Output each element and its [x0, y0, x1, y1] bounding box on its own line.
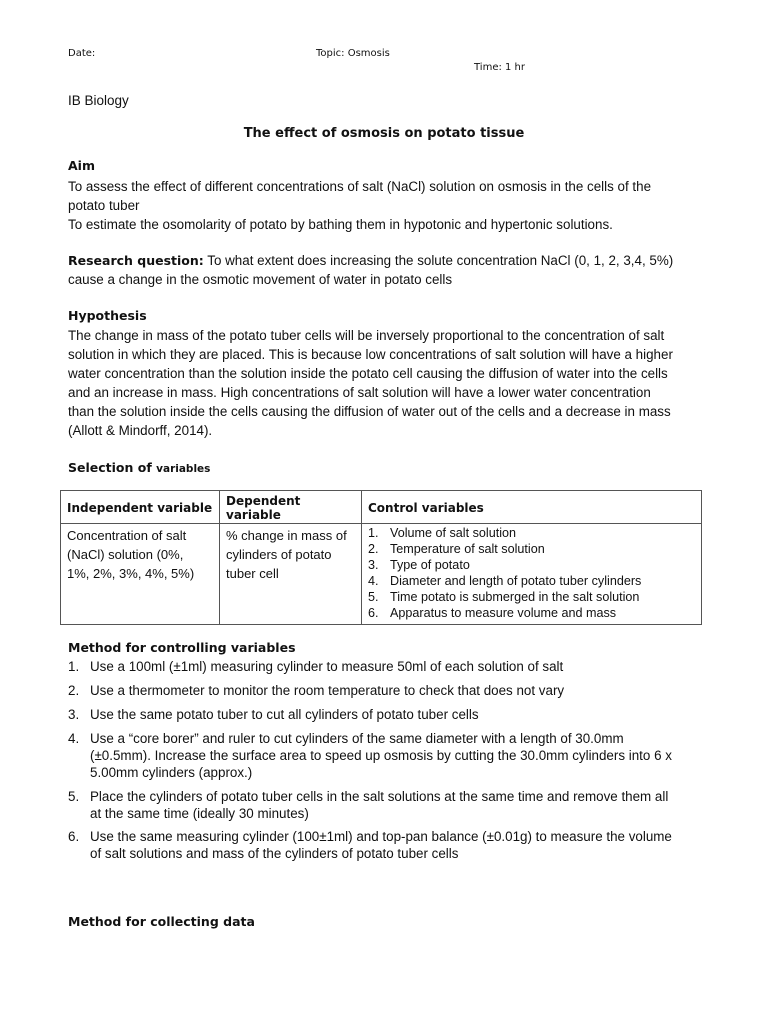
list-item [68, 828, 728, 862]
list-number: 5. [68, 789, 80, 804]
hypothesis-line: The change in mass of the potato tuber cells will be inversely proportional to the concentration of salt [68, 328, 665, 343]
cell-line: % change in mass of [226, 528, 347, 543]
selection-heading-rest: variables [156, 463, 211, 475]
list-number: 1. [68, 659, 80, 674]
method-controlling-heading: Method for controlling variables [68, 640, 296, 655]
list-text: Temperature of salt solution [390, 542, 545, 556]
list-number: 4. [368, 574, 379, 588]
table-header-cell: Control variables [362, 491, 702, 524]
aim-heading: Aim [68, 158, 95, 173]
list-item [368, 541, 696, 557]
list-number: 3. [68, 707, 80, 722]
list-item [68, 788, 728, 822]
cell-line: Concentration of salt [67, 528, 187, 543]
list-text: Diameter and length of potato tuber cylinders [390, 574, 642, 588]
list-item [68, 730, 728, 781]
course-name: IB Biology [68, 93, 129, 108]
hypothesis-heading: Hypothesis [68, 308, 147, 323]
aim-line: potato tuber [68, 198, 140, 213]
variables-table [60, 490, 702, 625]
hypothesis-text [68, 326, 758, 440]
list-number: 3. [368, 558, 379, 572]
list-text: Place the cylinders of potato tuber cells in the salt solutions at the same time and remove them all [90, 789, 669, 804]
table-header-cell: Dependent variable [220, 491, 362, 524]
list-text: Use a “core borer” and ruler to cut cylinders of the same diameter with a length of 30.0mm [90, 731, 624, 746]
research-question-label: Research question: [68, 253, 204, 268]
hypothesis-line: solution in which they are placed. This is because low concentrations of salt solution will have a higher [68, 347, 673, 362]
list-text: Use a thermometer to monitor the room temperature to check that does not vary [90, 683, 565, 698]
list-text: (±0.5mm). Increase the surface area to speed up osmosis by cutting the 30.0mm cylinders into 6 x [90, 748, 672, 763]
list-item [68, 706, 728, 723]
list-text: Apparatus to measure volume and mass [390, 606, 617, 620]
list-text: Use a 100ml (±1ml) measuring cylinder to measure 50ml of each solution of salt [90, 659, 564, 674]
aim-line: To estimate the osomolarity of potato by bathing them in hypotonic and hypertonic solutions. [68, 217, 613, 232]
topic-label: Topic: Osmosis [316, 48, 390, 59]
list-text: at the same time (ideally 30 minutes) [90, 806, 309, 821]
time-label: Time: 1 hr [474, 62, 526, 73]
cell-line: cylinders of potato [226, 547, 332, 562]
table-header-row [61, 491, 702, 524]
list-number: 5. [368, 590, 379, 604]
cell-line: tuber cell [226, 566, 279, 581]
independent-variable-cell [61, 524, 220, 625]
list-item [368, 557, 696, 573]
aim-line: To assess the effect of different concentrations of salt (NaCl) solution on osmosis in the cells of the [68, 179, 652, 194]
aim-text [68, 177, 748, 234]
list-text: Volume of salt solution [390, 526, 517, 540]
list-number: 6. [368, 606, 379, 620]
list-text: Use the same potato tuber to cut all cylinders of potato tuber cells [90, 707, 479, 722]
list-number: 6. [68, 829, 80, 844]
selection-heading-bold: Selection of [68, 460, 157, 475]
list-text: of salt solutions and mass of the cylinders of potato tuber cells [90, 846, 459, 861]
list-number: 2. [368, 542, 379, 556]
list-text: Time potato is submerged in the salt solution [390, 590, 640, 604]
list-item [368, 573, 696, 589]
list-number: 2. [68, 683, 80, 698]
research-question-text: To what extent does increasing the solute concentration NaCl (0, 1, 2, 3,4, 5%) [203, 253, 674, 268]
dependent-variable-cell [220, 524, 362, 625]
list-text: 5.00mm cylinders (approx.) [90, 765, 253, 780]
list-number: 1. [368, 526, 379, 540]
table-header-cell: Independent variable [61, 491, 220, 524]
list-item [68, 682, 728, 699]
list-text: Type of potato [390, 558, 470, 572]
list-item [68, 658, 728, 675]
research-question-line: cause a change in the osmotic movement of water in potato cells [68, 272, 453, 287]
hypothesis-line: water concentration than the solution inside the potato cell causing the diffusion of water into the cells [68, 366, 668, 381]
research-question [68, 251, 748, 289]
cell-line: 1%, 2%, 3%, 4%, 5%) [67, 566, 195, 581]
list-item [368, 589, 696, 605]
list-item [368, 605, 696, 621]
control-variables-cell [362, 524, 702, 625]
hypothesis-line: than the solution inside the cells causing the diffusion of water out of the cells and a decrease in mass [68, 404, 671, 419]
hypothesis-line: and an increase in mass. High concentrations of salt solution will have a lower water concentration [68, 385, 651, 400]
selection-heading [68, 459, 210, 477]
method-collecting-heading: Method for collecting data [68, 914, 255, 929]
list-text: Use the same measuring cylinder (100±1ml) and top-pan balance (±0.01g) to measure the volume [90, 829, 672, 844]
list-item [368, 525, 696, 541]
table-row [61, 524, 702, 625]
hypothesis-line: (Allott & Mindorff, 2014). [68, 423, 213, 438]
cell-line: (NaCl) solution (0%, [67, 547, 184, 562]
date-label: Date: [68, 48, 96, 59]
list-number: 4. [68, 731, 80, 746]
document-title: The effect of osmosis on potato tissue [243, 126, 525, 141]
